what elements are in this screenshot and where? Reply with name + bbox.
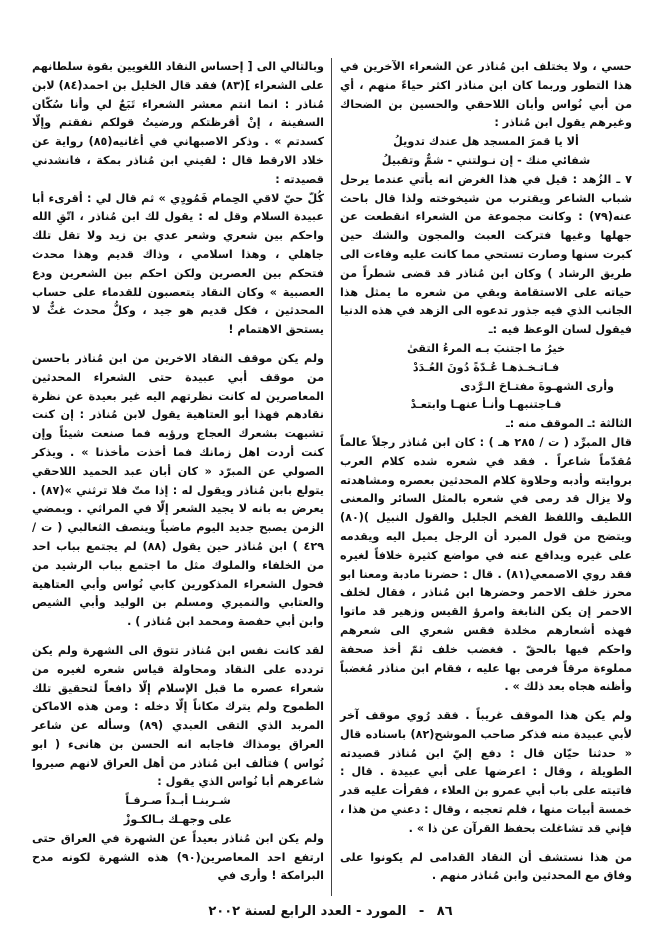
poem-verse: فـاجتنبهـا وأنـأ عنهـا وابتعـدْ (410, 398, 562, 412)
paragraph-gap (32, 340, 324, 350)
poem-verse: ألا يا قمرَ المسجد هل عندك تدويلُ (393, 135, 579, 149)
paragraph: قال المبرِّد ( ت / ٢٨٥ هـ ) : كان ابن مُناذر رجلاً عالماً مُقدّماً شاعراً . فقد في شعره شده كلام العرب بروايته وأدبه وحلاوة كلام المحدثين بعصره ومشاهدته ولا يزال قد رمى في شعره بالمثل السائر والمعنى اللطيف واللفظ الفخم الجليل والقول النبيل )(٨٠) ويتضح من قول المبرد أن الرجل يميل اليه ويقدمه على غيره ويدافع عنه في مواضع كثيرة خلافاً لغيره فقد روي الاصمعي(٨١) . قال : حضرنا مادبة ومعنا ابو محرز خلف الاحمر وحضرها ابن مُناذر ، فقال لخلف الاحمر إن يكن النابغة وامرؤ القيس وزهير قد ماتوا فهذه أشعارهم مخلدة فقس شعري الى شعرهم واحكم فيها بالحقّ . فغضب خلف ثمّ أخذ صحفة مملوءة مرقاً فرمى بها عليه ، فقام ابن مناذر مُغضباً وأظنه هجاه بعد ذلك » . (340, 435, 633, 694)
poem-verse: على وجهـك بـالكـوزْ (123, 813, 233, 827)
journal-issue: المورد - العدد الرابع لسنة ٢٠٠٢ (208, 904, 407, 919)
poem-verse: خيرُ ما اجتنبَ بـه المرءُ التقىٰ (406, 341, 566, 355)
paragraph: ولم يكن موقف النقاد الاخرين من ابن مُناذر باحسن من موقف أبي عبيدة حتى الشعراء المحدثين المعاصرين له كانت نظرتهم اليه غير بعيدة عن نظرة نقادهم فهذا أبو العتاهية يقول لابن مُناذر : إن كنت تشبهت بشعرك العجاج ورؤبه فما صنعت شيئاً وإن كنت أردت اهل زمانك فما أخذت مأخذنا » . ويذكر الصولي عن المبرّد « كان أبان عبد الحميد اللاحقي يتولع بابن مُناذر ويقول له : إذا متّ فلا ترثني »(٨٧) . يعرض به بانه لا يجيد الشعر إلّا في المراثي . وبمضي الزمن يصبح جديد اليوم ماضياً وينصف الثعالبي ( ت / ٤٢٩ ) ابن مُناذر حين يقول (٨٨) لم يجتمع بباب احد من الخلفاء والملوك مثل ما اجتمع بباب الرشيد من فحول الشعراء المذكورين كابي نُواس وأبي العتاهية والعتابي والنميري ومسلم بن الوليد وأبي الشيص وابن أبي حفصة ومحمد ابن مُناذر ) . (32, 351, 325, 629)
paragraph-gap (32, 632, 324, 642)
paragraph: كُلّ حيّ لاقي الحِمام فَمُودِي » ثم قال لي : أقرىء أبا عبيدة السلام وقل له : يقول لك ابن مُناذر ، اتّقِ الله واحكم بين شعري وشعر عدي بن زيد ولا تقل تلك جاهلي ، وهذا اسلامي ، وذاك قديم وهذا محدث فتحكم بين العصرين ولكن احكم بين الشعرين ودع العصبية » وكان النقاد يتعصبون للقدماء على حساب المحدثين ، فكل قديم هو جيد ، وكلُّ محدث غثٌّ لا يستحق الاهتمام ! (32, 191, 324, 337)
paragraph: ٧ ـ الزُهد : قيل في هذا الغرض انه يأتي عندما يرحل شباب الشاعر ويقترب من شيخوخته ولذا قال باحث عنه(٧٩) : وكانت مجموعة من الشعراء انقطعت عن جهلها وغيها فتركت العبث والمجون والشك حين كبرت سنها وصارت تستحي مما كانت عليه وفاءت الى طريق الرشاد ) وكان ابن مُناذر قد قضى شطراً من حياته على الاستقامة وبقي من شعره ما يمثل هذا الجانب الذي فيه جذور تدعوه الى الزهد في هذه الدنيا فيقول لسان الوعظ فيه :ـ (340, 172, 632, 337)
column-divider (331, 58, 332, 896)
section-heading: الثالثة :ـ الموقف منه :ـ (505, 417, 632, 431)
poem-verse: شفائي منك - إن نـولتني - شمٌّ وتقبيلُ (381, 153, 591, 167)
paragraph-gap (340, 697, 632, 707)
paragraph: ولم يكن هذا الموقف غريباً . فقد رُوي موقف آخر لأبي عبيدة منه فذكر صاحب الموشح(٨٢) باسناده قال « حدثنا حيّان قال : دفع إليّ ابن مُناذر قصيدته الطويلة ، وقال : اعرضها على أبي عبيدة . قال : فاتيته على باب أبي عمرو بن العلاء ، فقرأت عليه قدر خمسة أبيات منها ، فلم تعجبه ، وقال : دعني من هذا ، فإني قد تشاغلت بحفظ القرآن عن ذا » . (340, 709, 633, 835)
page-number: ٨٦ (436, 904, 453, 919)
poem-verse: فـاتـخـذهـا عُـدّةً دُونَ العُـدَدْ (412, 360, 560, 374)
paragraph: وبالتالي الى [ إحساس النقاد اللغويين بقوة سلطانهم على الشعراء ](٨٣) فقد قال الخليل بن احمد(٨٤) لابن مُناذر : انما انتم معشر الشعراء تَبَعٌ لي وأنا سُكّان السفينة ، إنْ أقرظتكم ورضيتُ قولكم نفقتم وإلّا كسدتم » . وذكر الاصبهاني في أغانيه(٨٥) رواية عن خلاد الارقط قال : لقيني ابن مُناذر بمكة ، فانشدني قصيدته : (32, 60, 325, 186)
poem-verse: وأرى الشهـوةَ مفتـاحَ الـرَّدى (460, 379, 614, 393)
poem-verse: شـربنـا أبـداً صـرفـاً (125, 794, 231, 808)
right-column (340, 58, 632, 886)
left-column (32, 58, 324, 886)
paragraph: ولم يكن ابن مُناذر بعيداً عن الشهرة في العراق حتى ارتفع احد المعاصرين(٩٠) هذه الشهرة لكونه مدح البرامكة ! وأرى في (32, 831, 325, 883)
paragraph: من هذا نستشف أن النقاد القدامى لم يكونوا على وفاق مع المحدثين وابن مُناذر منهم . (340, 850, 632, 883)
footer-dash: - (418, 904, 425, 919)
paragraph: حسي ، ولا يختلف ابن مُناذر عن الشعراء الآخرين في هذا التطور وربما كان ابن مناذر اكثر حياءً منهم ، أي من أبي نُواس وأبان اللاحقي والحسين بن الضحاك وغيرهم يقول ابن مُناذر : (340, 60, 632, 130)
paragraph-gap (340, 839, 632, 849)
page-footer (0, 904, 661, 919)
paragraph: لقد كانت نفس ابن مُناذر تتوق الى الشهرة ولم يكن تردده على النقاد ومحاولة قياس شعره لغيره من شعراء عصره ما قبل الإسلام إلّا دافعاً لتحقيق تلك الطموح ولم يترك مكاناً إلّا دخله : ومن هذه الاماكن المربد الذي التقى العبدي (٨٩) وسأله عن شاعر العراق يومذاك فاجابه انه الحسن بن هانىء ( ابو نُواس ) فتألف ابن مُناذر من أهل العراق لانهم صيروا شاعرهم أبا نُواس الذي يقول : (32, 643, 324, 789)
